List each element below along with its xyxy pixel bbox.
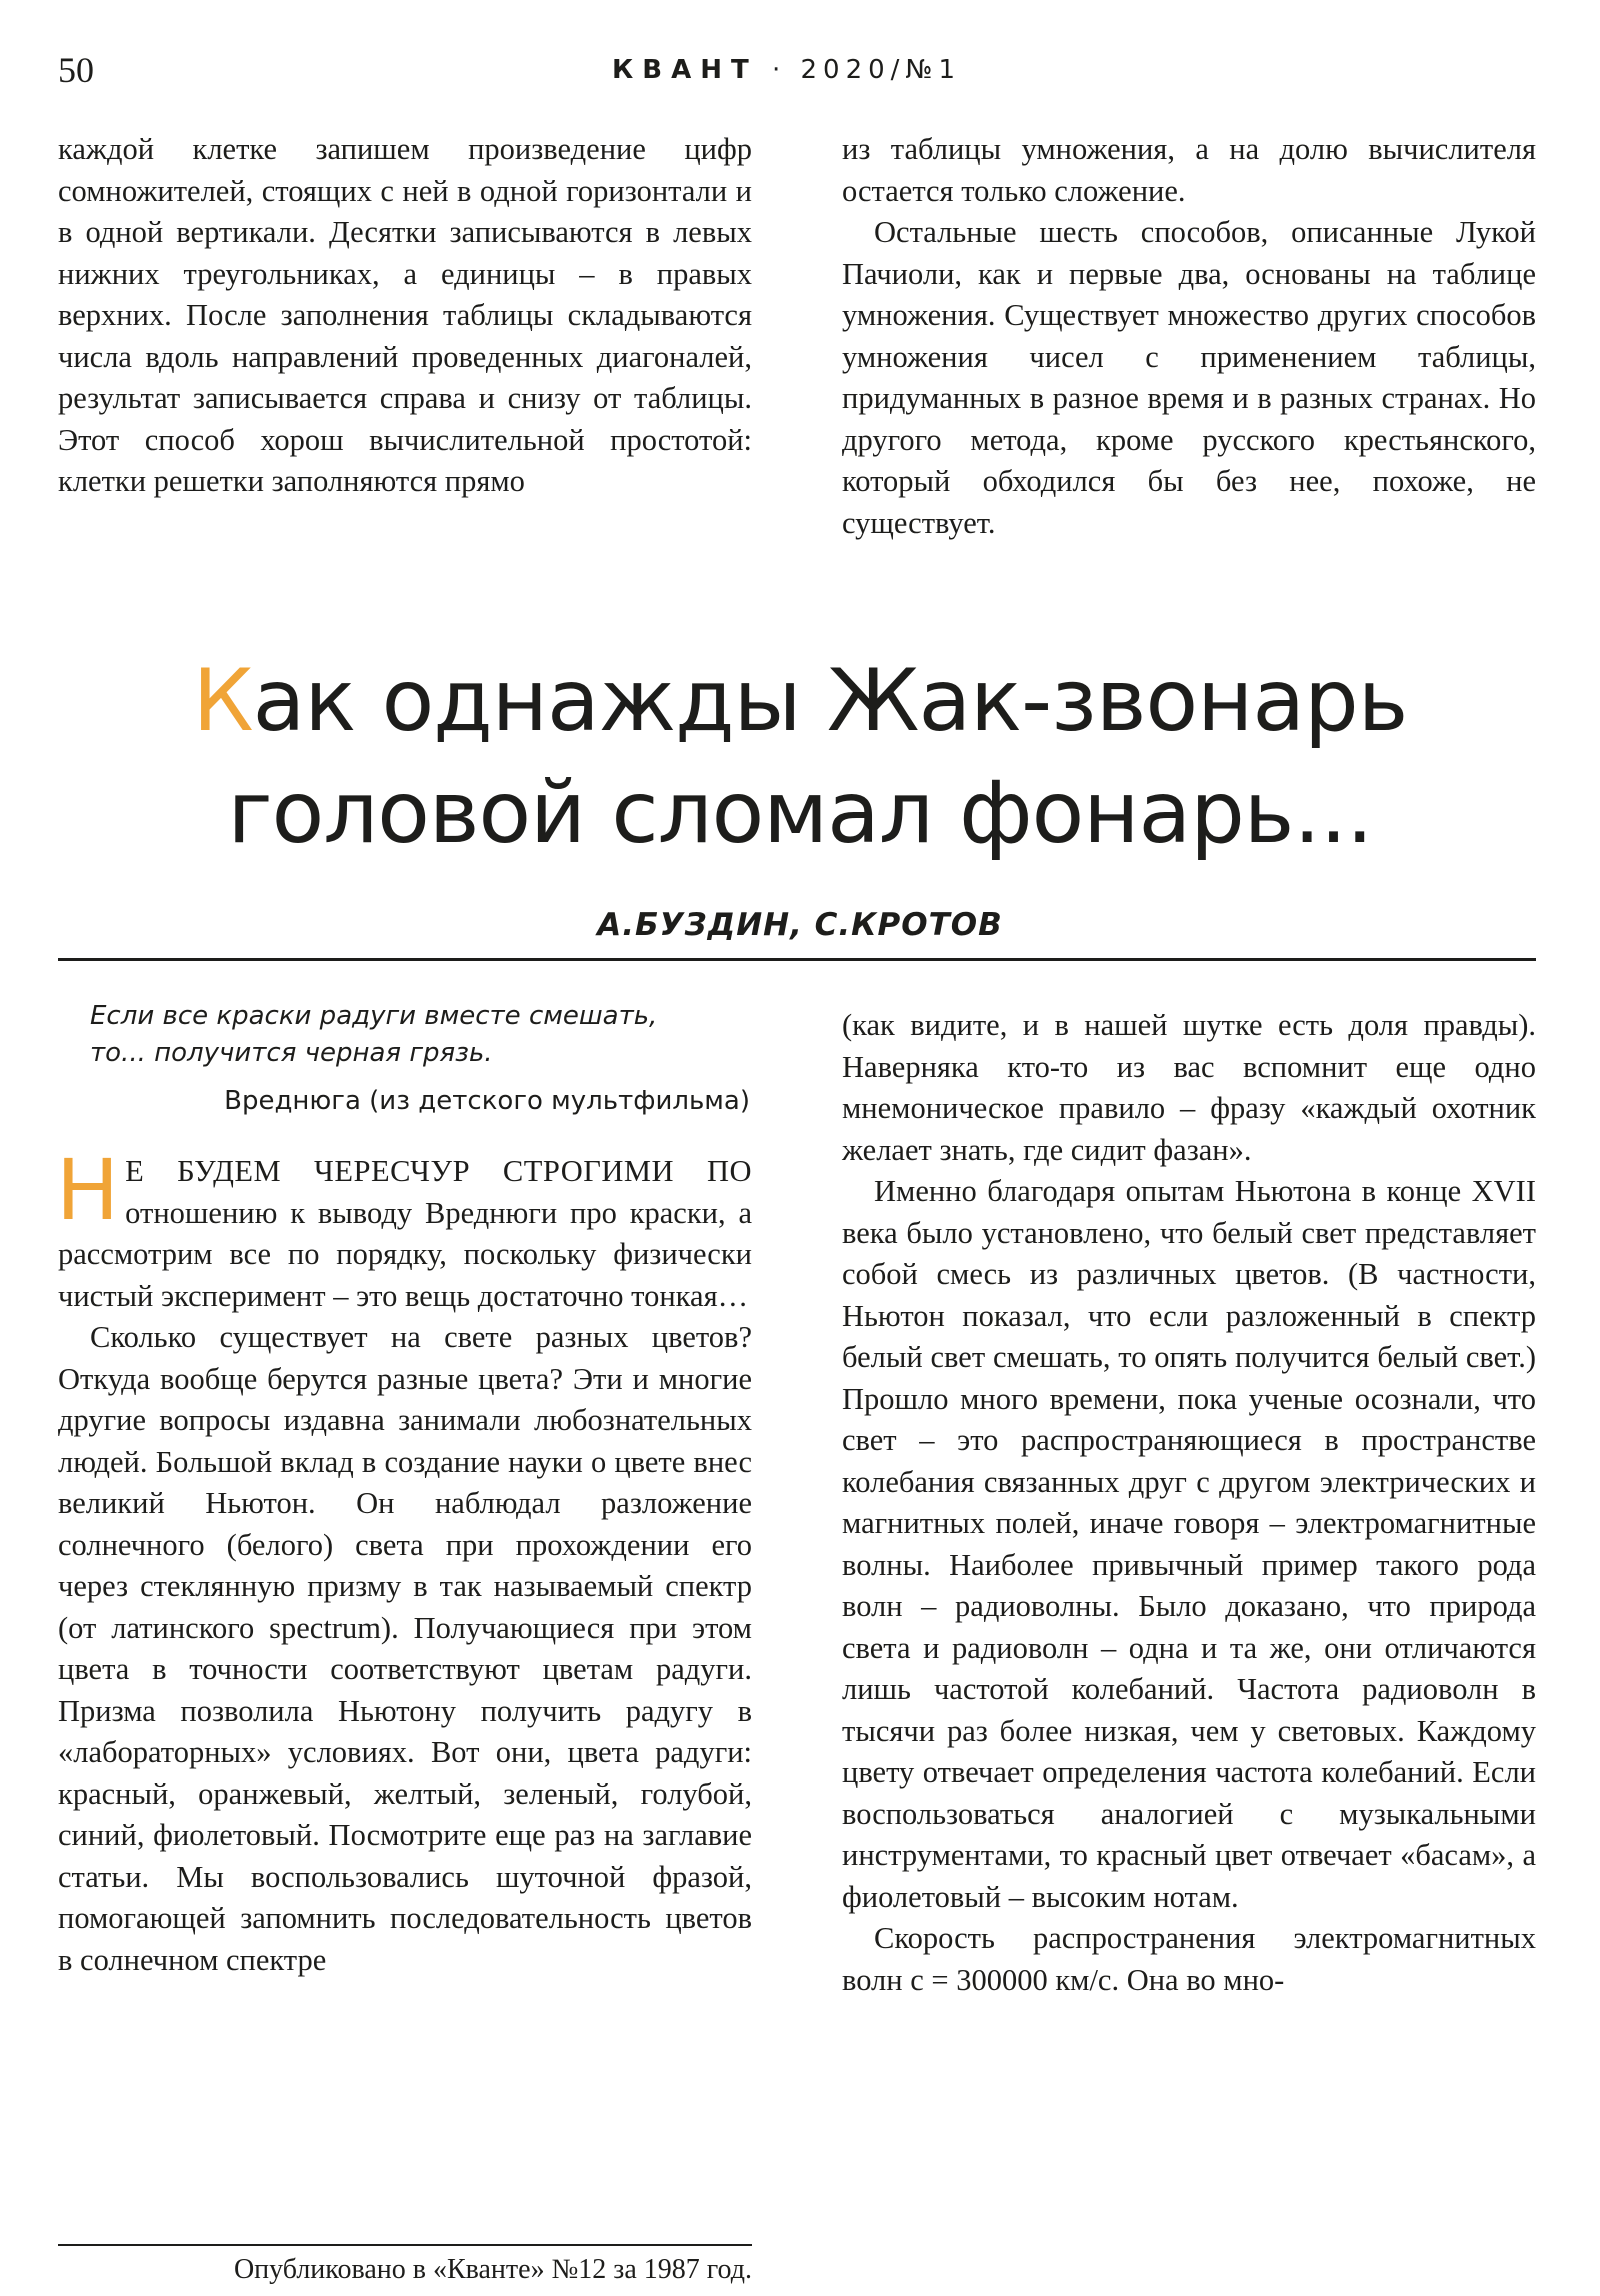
paragraph: из таблицы умножения, а на долю вычислителя остается только сложение. — [842, 132, 1536, 208]
paragraph: Именно благодаря опытам Ньютона в конце XVII века было установлено, что белый свет представляет собой смесь из различных цветов. (В частности, Ньютон показал, что если разложенный в спектр белый свет смешать, то опять получится белый свет.) Прошло много времени, пока ученые осознали, что свет – это распространяющиеся в пространстве колебания связанных друг с другом электрических и магнитных полей, иначе говоря – электромагнитные волны. Наиболее привычный пример такого рода волн – радиоволны. Было доказано, что природа света и радиоволн – одна и та же, они отличаются лишь частотой колебаний. Частота радиоволн в тысячи раз более низкая, чем у световых. Каждому цвету отвечает определения частота колебаний. Если воспользоваться аналогией с музыкальными инструментами, то красный цвет отвечает «басам», а фиолетовый – высоким нотам. — [842, 1174, 1536, 1914]
body-left-column — [56, 1141, 752, 1981]
article-authors: А.БУЗДИН, С.КРОТОВ — [597, 907, 1003, 943]
paragraph: Остальные шесть способов, описанные Лукой Пачиоли, как и первые два, основаны на таблице умножения. Существует множество других способов умножения чисел с применением таблицы, придуманных в разное время и в разных странах. Но другого метода, кроме русского крестьянского, который обходился бы без нее, похоже, не существует. — [842, 215, 1536, 540]
paragraph: (как видите, и в нашей шутке есть доля правды). Наверняка кто-то из вас вспомнит еще одно мнемоническое правило – фразу «каждый охотник желает знать, где сидит фазан». — [842, 1008, 1536, 1167]
article-title — [0, 645, 1600, 869]
lead-in-text: отношению к выводу Вреднюги про краски, а рассмотрим все по порядку, поскольку физически чистый эксперимент – это вещь достаточно тонкая… — [58, 1195, 752, 1313]
page-number: 50 — [58, 50, 94, 90]
paragraph: Скорость распространения электромагнитных волн c = 300000 км/с. Она во мно- — [842, 1921, 1536, 1997]
epigraph-line: Если все краски радуги вместе смешать, — [90, 1001, 658, 1031]
title-line-1: ак однажды Жак-звонарь — [252, 651, 1408, 751]
top-right-column — [842, 129, 1536, 544]
paragraph: Сколько существует на свете разных цветов? Откуда вообще берутся разные цвета? Эти и многие другие вопросы издавна занимали любознательных людей. Большой вклад в создание науки о цвете внес великий Ньютон. Он наблюдал разложение солнечного (белого) света при прохождении его через стеклянную призму в так называемый спектр (от латинского spectrum). Получающиеся при этом цвета в точности соответствуют цветам радуги. Призма позволила Ньютону получить радугу в «лабораторных» условиях. Вот они, цвета радуги: красный, оранжевый, желтый, зеленый, голубой, синий, фиолетовый. Посмотрите еще раз на заглавие статьи. Мы воспользовались шуточной фразой, помогающей запомнить последовательность цветов в солнечном спектре — [58, 1320, 752, 1977]
drop-cap: Н — [56, 1141, 120, 1239]
paragraph — [56, 1141, 752, 1317]
title-divider — [58, 958, 1536, 961]
paragraph: каждой клетке запишем произведение цифр сомножителей, стоящих с ней в одной горизонтали и в одной вертикали. Десятки записываются в левых нижних треугольниках, а единицы – в правых верхних. После заполнения таблицы складываются числа вдоль направлений проведенных диагоналей, результат записывается справа и снизу от таблицы. Этот способ хорош вычислительной простотой: клетки решетки заполняются прямо — [58, 132, 752, 498]
footnote-divider — [58, 2244, 752, 2246]
title-initial: К — [192, 651, 253, 751]
title-line-2: головой сломал фонарь... — [227, 763, 1373, 863]
epigraph — [90, 998, 750, 1072]
issue-label: · 2020/№1 — [771, 55, 961, 85]
body-right-column — [842, 1005, 1536, 2001]
lead-in-caps: Е БУДЕМ ЧЕРЕСЧУР СТРОГИМИ ПО — [125, 1154, 752, 1188]
footnote: Опубликовано в «Кванте» №12 за 1987 год. — [233, 2254, 752, 2285]
running-head — [612, 50, 961, 90]
epigraph-source: Вреднюга (из детского мультфильма) — [224, 1086, 750, 1116]
journal-name: КВАНТ — [612, 55, 758, 85]
epigraph-line: то... получится черная грязь. — [90, 1038, 493, 1068]
top-left-column — [58, 129, 752, 503]
